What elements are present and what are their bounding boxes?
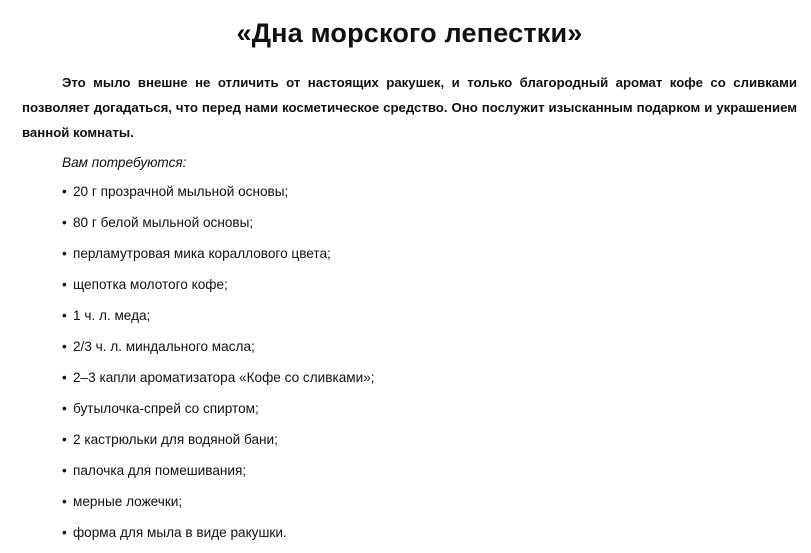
- document-title: «Дна морского лепестки»: [236, 18, 583, 48]
- bullet-icon: •: [62, 525, 67, 540]
- bullet-icon: •: [62, 370, 67, 385]
- list-item-text: палочка для помешивания;: [73, 463, 247, 478]
- list-item: [62, 430, 797, 450]
- list-item: [62, 213, 797, 233]
- list-item: [62, 275, 797, 295]
- list-item-text: 2–3 капли ароматизатора «Кофе со сливками»;: [73, 370, 375, 385]
- list-item: [62, 399, 797, 419]
- bullet-icon: •: [62, 277, 67, 292]
- list-item: [62, 306, 797, 326]
- bullet-icon: •: [62, 463, 67, 478]
- list-item-text: 2 кастрюльки для водяной бани;: [73, 432, 278, 447]
- list-item-text: перламутровая мика кораллового цвета;: [73, 246, 331, 261]
- list-item-text: щепотка молотого кофе;: [73, 277, 228, 292]
- list-item: [62, 368, 797, 388]
- list-item-text: 1 ч. л. меда;: [73, 308, 151, 323]
- list-item-text: 80 г белой мыльной основы;: [73, 215, 254, 230]
- ingredients-heading: Вам потребуются:: [62, 155, 187, 170]
- bullet-icon: •: [62, 246, 67, 261]
- bullet-icon: •: [62, 401, 67, 416]
- list-item-text: форма для мыла в виде ракушки.: [73, 525, 287, 540]
- list-item: [62, 492, 797, 512]
- list-item: [62, 244, 797, 264]
- list-item: [62, 461, 797, 481]
- list-item-text: 20 г прозрачной мыльной основы;: [73, 184, 289, 199]
- ingredients-list: [62, 182, 797, 543]
- bullet-icon: •: [62, 494, 67, 509]
- bullet-icon: •: [62, 308, 67, 323]
- list-item-text: бутылочка-спрей со спиртом;: [73, 401, 259, 416]
- bullet-icon: •: [62, 215, 67, 230]
- list-item: [62, 523, 797, 543]
- bullet-icon: •: [62, 432, 67, 447]
- intro-paragraph: Это мыло внешне не отличить от настоящих ракушек, и только благородный аромат кофе со сливками позволяет догадаться, что перед нами косметическое средство. Оно послужит изысканным подарком и украшением ванной комнаты.: [22, 75, 797, 140]
- list-item: [62, 182, 797, 202]
- list-item-text: мерные ложечки;: [73, 494, 183, 509]
- bullet-icon: •: [62, 339, 67, 354]
- list-item-text: 2/3 ч. л. миндального масла;: [73, 339, 255, 354]
- bullet-icon: •: [62, 184, 67, 199]
- list-item: [62, 337, 797, 357]
